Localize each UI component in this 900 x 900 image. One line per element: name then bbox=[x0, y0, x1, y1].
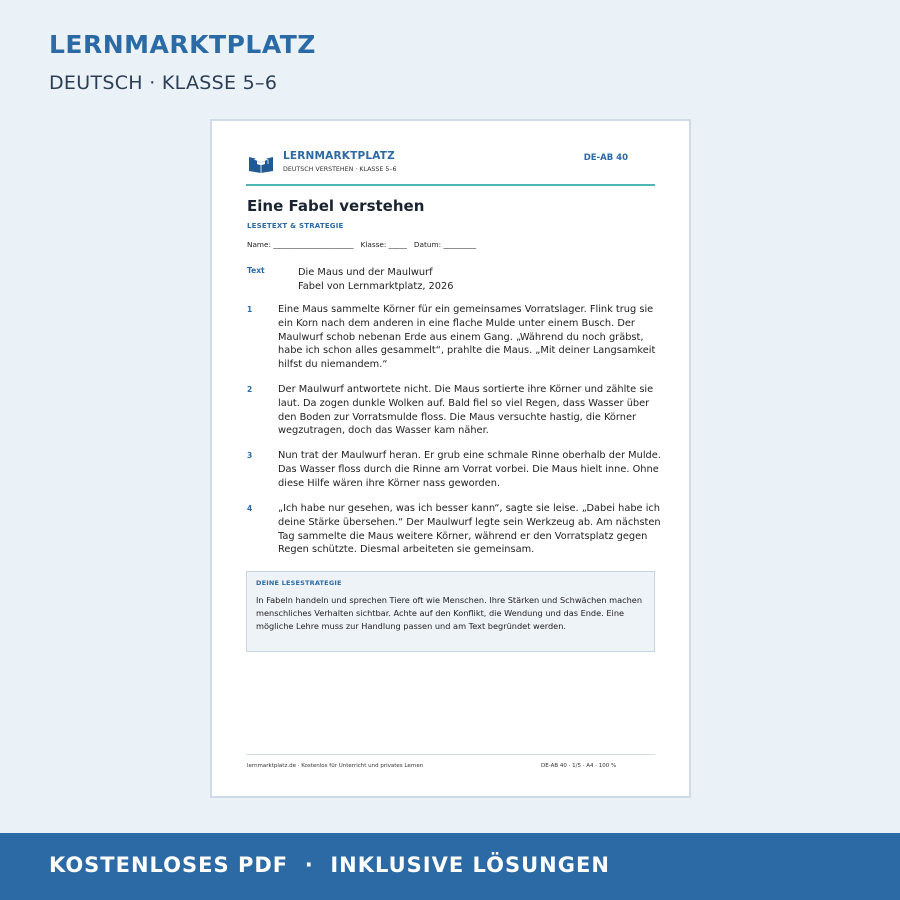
text-title-line-1: Die Maus und der Maulwurf bbox=[298, 267, 433, 278]
sheet-brand: LERNMARKTPLATZ bbox=[283, 150, 395, 162]
text-tag: Text bbox=[247, 266, 265, 275]
banner-text: KOSTENLOSES PDF · INKLUSIVE LÖSUNGEN bbox=[49, 853, 610, 877]
sheet-code: DE-AB 40 bbox=[583, 153, 628, 163]
paragraph-number: 3 bbox=[247, 451, 253, 460]
worksheet-preview bbox=[210, 119, 691, 798]
footer-divider bbox=[246, 754, 655, 755]
bottom-banner bbox=[0, 833, 900, 900]
paragraph-number: 2 bbox=[247, 385, 253, 394]
paragraph-text: Nun trat der Maulwurf heran. Er grub eine schmale Rinne oberhalb der Mulde. Das Wasser floss durch die Rinne am Vorrat vorbei. Die Maus hielt inne. Ohne diese Hilfe wären ihre Körner nass geworden. bbox=[278, 450, 661, 489]
paragraph-number: 1 bbox=[247, 305, 253, 314]
text-title-line-2: Fabel von Lernmarktplatz, 2026 bbox=[298, 281, 454, 292]
text-title bbox=[298, 266, 454, 294]
paragraph-text: „Ich habe nur gesehen, was ich besser kann“, sagte sie leise. „Dabei habe ich deine Stärke übersehen.“ Der Maulwurf legte sein Werkzeug ab. Am nächsten Tag sammelte die Maus weitere Körner, während er den Vorratsplatz gegen Regen schützte. Diesmal arbeiteten sie gemeinsam. bbox=[278, 503, 661, 556]
sheet-brand-subtitle: DEUTSCH VERSTEHEN · KLASSE 5–6 bbox=[283, 166, 397, 173]
sheet-title: Eine Fabel verstehen bbox=[247, 197, 425, 215]
strategy-box-text: In Fabeln handeln und sprechen Tiere oft wie Menschen. Ihre Stärken und Schwächen machen menschliches Verhalten sichtbar. Achte auf den Konflikt, die Wendung und das Ende. Eine mögliche Lehre muss zur Handlung passen und am Text begründet werden. bbox=[256, 595, 643, 631]
section-label: LESETEXT & STRATEGIE bbox=[247, 222, 344, 230]
sheet-footer-left: lernmarktplatz.de · Kostenlos für Unterricht und privates Lernen bbox=[247, 763, 424, 769]
page-brand-title: LERNMARKTPLATZ bbox=[49, 30, 316, 59]
sheet-footer-right: DE-AB 40 · 1/5 · A4 · 100 % bbox=[541, 763, 617, 769]
name-class-date-fields: Name: ______________________ Klasse: _____ Datum: _________ bbox=[247, 240, 477, 249]
header-divider bbox=[246, 184, 655, 186]
book-graduation-cap-icon bbox=[248, 151, 274, 173]
paragraph-text: Der Maulwurf antwortete nicht. Die Maus sortierte ihre Körner und zählte sie laut. Da zogen dunkle Wolken auf. Bald fiel so viel Regen, dass Wasser über den Boden zur Vorratsmulde floss. Die Maus versuchte hastig, die Körner wegzutragen, doch das Wasser kam näher. bbox=[278, 384, 654, 437]
paragraph-number: 4 bbox=[247, 504, 253, 513]
page-subtitle: DEUTSCH · KLASSE 5–6 bbox=[49, 72, 278, 94]
reading-strategy-box bbox=[246, 571, 655, 652]
paragraph-text: Eine Maus sammelte Körner für ein gemeinsames Vorratslager. Flink trug sie ein Korn nach dem anderen in eine flache Mulde unter einem Busch. Der Maulwurf schob nebenan Erde aus einem Gang. „Während du noch gräbst, habe ich schon alles gesammelt“, prahlte die Maus. „Mit deiner Langsamkeit hilfst du niemandem.“ bbox=[278, 304, 656, 371]
strategy-box-title: DEINE LESESTRATEGIE bbox=[256, 579, 342, 587]
